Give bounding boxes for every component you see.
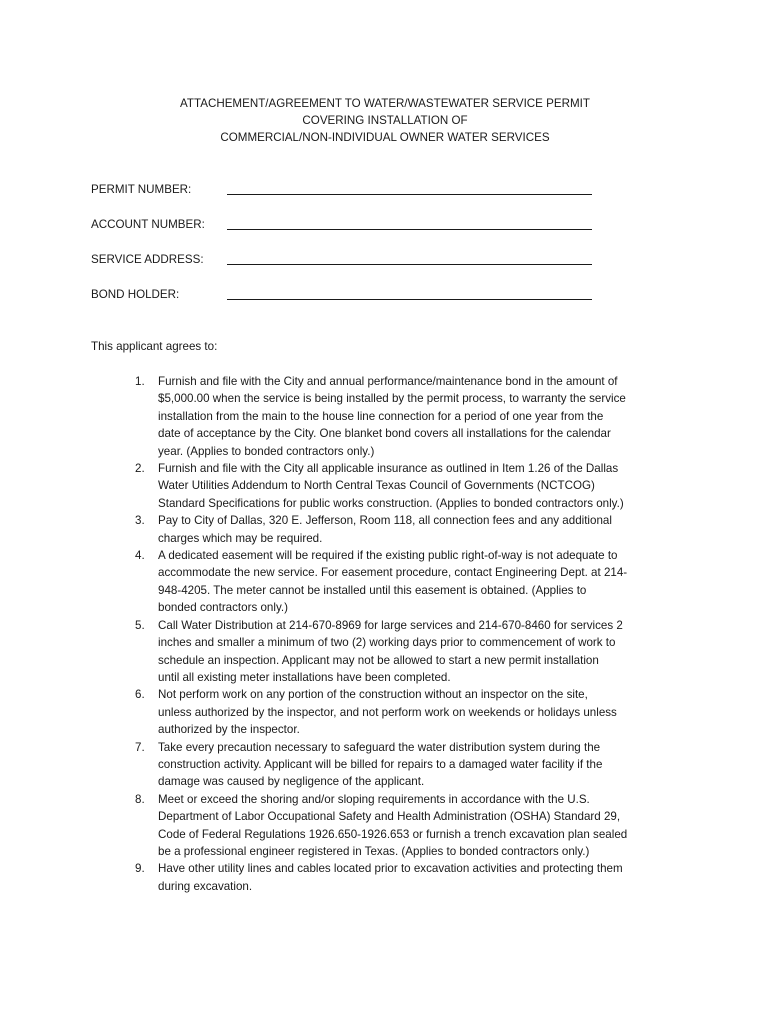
bond-holder-blank[interactable] bbox=[227, 299, 592, 300]
service-address-blank[interactable] bbox=[227, 264, 592, 265]
list-item-number: 4. bbox=[135, 549, 145, 563]
list-item-line: A dedicated easement will be required if the existing public right-of-way is not adequate to bbox=[158, 549, 618, 563]
list-item-line: inches and smaller a minimum of two (2) working days prior to commencement of work to bbox=[158, 636, 616, 650]
list-item-text bbox=[158, 739, 695, 791]
list-item-line: be a professional engineer registered in Texas. (Applies to bonded contractors only.) bbox=[158, 844, 590, 858]
list-item-line: Meet or exceed the shoring and/or sloping requirements in accordance with the U.S. bbox=[158, 792, 590, 806]
list-item-line: Department of Labor Occupational Safety and Health Administration (OSHA) Standard 29, bbox=[158, 810, 621, 824]
list-item-text bbox=[158, 512, 695, 547]
list-item-line: during excavation. bbox=[158, 879, 253, 893]
account-number-blank[interactable] bbox=[227, 229, 592, 230]
list-item-line: Standard Specifications for public works construction. (Applies to bonded contractors only.) bbox=[158, 496, 624, 510]
list-item-line: year. (Applies to bonded contractors only.) bbox=[158, 444, 375, 458]
account-number-field bbox=[91, 216, 611, 251]
list-item-line: Have other utility lines and cables located prior to excavation activities and protecting them bbox=[158, 862, 623, 876]
list-item-text bbox=[158, 791, 695, 861]
bond-holder-label: BOND HOLDER: bbox=[91, 288, 180, 301]
list-item-number: 8. bbox=[135, 792, 145, 806]
list-item-line: installation from the main to the house line connection for a period of one year from the bbox=[158, 409, 604, 423]
list-item-text bbox=[158, 547, 695, 617]
account-number-label: ACCOUNT NUMBER: bbox=[91, 218, 205, 231]
list-item-line: Water Utilities Addendum to North Central Texas Council of Governments (NCTCOG) bbox=[158, 479, 595, 493]
service-address-field bbox=[91, 251, 611, 286]
list-item-line: bonded contractors only.) bbox=[158, 601, 288, 615]
title-line-1: ATTACHEMENT/AGREEMENT TO WATER/WASTEWATER SERVICE PERMIT bbox=[180, 97, 590, 110]
list-item-number: 3. bbox=[135, 514, 145, 528]
list-item-number: 7. bbox=[135, 740, 145, 754]
list-item bbox=[135, 373, 695, 460]
service-address-label: SERVICE ADDRESS: bbox=[91, 253, 204, 266]
list-item-line: Code of Federal Regulations 1926.650-1926.653 or furnish a trench excavation plan sealed bbox=[158, 827, 628, 841]
list-item bbox=[135, 739, 695, 791]
list-item-line: Not perform work on any portion of the construction without an inspector on the site, bbox=[158, 688, 588, 702]
title-line-3: COMMERCIAL/NON-INDIVIDUAL OWNER WATER SERVICES bbox=[220, 131, 550, 144]
permit-fields bbox=[91, 181, 611, 321]
list-item-line: 948-4205. The meter cannot be installed until this easement is obtained. (Applies to bbox=[158, 583, 587, 597]
list-item-text bbox=[158, 686, 695, 738]
list-item-line: date of acceptance by the City. One blanket bond covers all installations for the calendar bbox=[158, 427, 611, 441]
list-item-line: accommodate the new service. For easement procedure, contact Engineering Dept. at 214- bbox=[158, 566, 628, 580]
permit-number-field bbox=[91, 181, 611, 216]
list-item bbox=[135, 791, 695, 861]
title-line-2: COVERING INSTALLATION OF bbox=[302, 114, 468, 127]
list-item bbox=[135, 512, 695, 547]
list-item-line: until all existing meter installations have been completed. bbox=[158, 670, 451, 684]
intro-text: This applicant agrees to: bbox=[91, 340, 218, 353]
list-item bbox=[135, 547, 695, 617]
list-item bbox=[135, 617, 695, 687]
list-item-number: 9. bbox=[135, 862, 145, 876]
list-item-line: Call Water Distribution at 214-670-8969 for large services and 214-670-8460 for services 2 bbox=[158, 618, 623, 632]
list-item-text bbox=[158, 860, 695, 895]
agreement-list bbox=[135, 373, 695, 895]
list-item-line: charges which may be required. bbox=[158, 531, 323, 545]
list-item-text bbox=[158, 460, 695, 512]
permit-number-blank[interactable] bbox=[227, 194, 592, 195]
list-item-line: Furnish and file with the City and annual performance/maintenance bond in the amount of bbox=[158, 375, 618, 388]
list-item-line: $5,000.00 when the service is being installed by the permit process, to warranty the service bbox=[158, 392, 626, 406]
bond-holder-field bbox=[91, 286, 611, 321]
list-item-number: 5. bbox=[135, 618, 145, 632]
list-item-line: schedule an inspection. Applicant may not be allowed to start a new permit installation bbox=[158, 653, 599, 667]
permit-number-label: PERMIT NUMBER: bbox=[91, 183, 192, 196]
list-item-text bbox=[158, 617, 695, 687]
list-item-line: unless authorized by the inspector, and not perform work on weekends or holidays unless bbox=[158, 705, 617, 719]
list-item-line: Furnish and file with the City all applicable insurance as outlined in Item 1.26 of the Dallas bbox=[158, 462, 619, 476]
list-item-line: construction activity. Applicant will be billed for repairs to a damaged water facility if the bbox=[158, 757, 603, 771]
list-item bbox=[135, 686, 695, 738]
list-item-line: damage was caused by negligence of the applicant. bbox=[158, 775, 425, 789]
list-item-line: Take every precaution necessary to safeguard the water distribution system during the bbox=[158, 740, 601, 754]
list-item-number: 6. bbox=[135, 688, 145, 702]
list-item-text bbox=[158, 373, 695, 460]
list-item-number: 2. bbox=[135, 462, 145, 476]
list-item bbox=[135, 860, 695, 895]
list-item-line: authorized by the inspector. bbox=[158, 723, 300, 737]
document-title bbox=[0, 95, 770, 146]
list-item-line: Pay to City of Dallas, 320 E. Jefferson, Room 118, all connection fees and any additional bbox=[158, 514, 612, 528]
list-item-number: 1. bbox=[135, 375, 145, 388]
list-item bbox=[135, 460, 695, 512]
